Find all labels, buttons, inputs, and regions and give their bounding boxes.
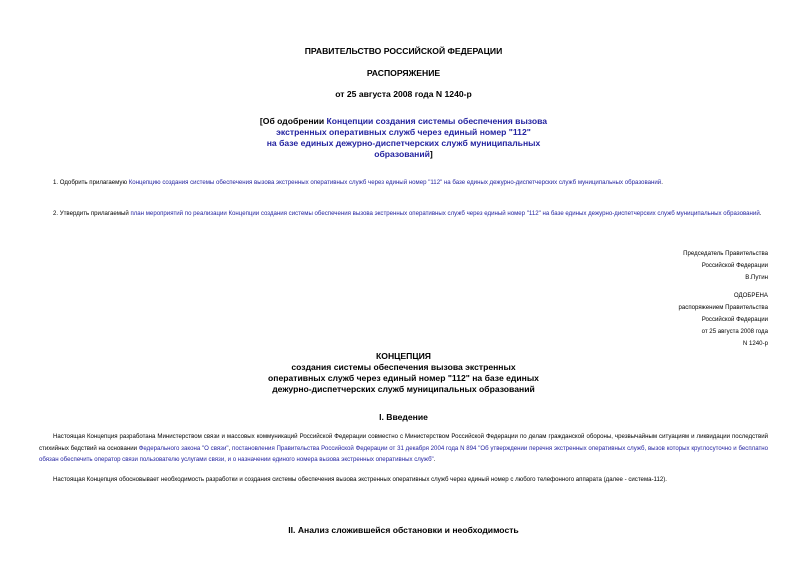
- concept-title: [0, 351, 807, 395]
- government-heading: ПРАВИТЕЛЬСТВО РОССИЙСКОЙ ФЕДЕРАЦИИ: [304, 46, 503, 56]
- signature-name: В.Путин: [745, 274, 768, 281]
- concept-heading: КОНЦЕПЦИЯ: [376, 351, 431, 361]
- section-1-paragraph-1: [39, 431, 768, 466]
- title-link-line2[interactable]: экстренных оперативных служб через единый номер "112": [276, 127, 531, 137]
- concept-line2: оперативных служб через единый номер "112" на базе единых: [268, 373, 539, 383]
- section-1-paragraph-2: [39, 474, 768, 486]
- action-plan-link[interactable]: план мероприятий по реализации Концепции создания системы обеспечения вызова экстренных оперативных служб через единый номер "112" на базе единых дежурно-диспетчерских служб муниципальных образований: [130, 210, 760, 217]
- resolution-894-link[interactable]: постановления Правительства Российской Федерации от 31 декабря 2004 года N 894 "Об утверждении перечня экстренных оперативных служб, вызов которых круглосуточно и бесплатно обязан обеспечить оператор связи пользователю услугами связи, и о назначении единого номера вызова экстренных оперативных служб": [39, 444, 768, 463]
- p1-lead: 1. Одобрить прилагаемую: [53, 179, 129, 186]
- s1p1-end: .: [433, 456, 436, 463]
- title-concept-link[interactable]: Концепции создания системы обеспечения вызова: [326, 116, 548, 126]
- document-type: РАСПОРЯЖЕНИЕ: [366, 68, 441, 78]
- signature-block: [568, 248, 768, 284]
- signature-position: Председатель Правительства: [683, 250, 768, 257]
- title-link-line3[interactable]: на базе единых дежурно-диспетчерских служб муниципальных: [266, 138, 541, 148]
- section-1-heading: I. Введение: [379, 412, 428, 422]
- signature-country: Российской Федерации: [701, 262, 768, 269]
- approval-status: ОДОБРЕНА: [733, 292, 768, 299]
- s1p1-text: Настоящая Концепция разработана Министерством связи и массовых коммуникаций Российской Федерации совместно с Министерством Российской Федерации по делам гражданской обороны, чрезвычайным ситуациям и ликвидации последствий стихийных бедствий на основании: [39, 433, 768, 452]
- concept-line1: создания системы обеспечения вызова экстренных: [291, 362, 516, 372]
- p1-end: .: [661, 179, 663, 186]
- approval-country: Российской Федерации: [701, 316, 768, 323]
- title-link-line4[interactable]: образований: [374, 149, 430, 159]
- communications-law-link[interactable]: Федерального закона "О связи": [138, 444, 229, 452]
- concept-line3: дежурно-диспетчерских служб муниципальных образований: [272, 384, 535, 394]
- document-title: [0, 116, 807, 160]
- p2-lead: 2. Утвердить прилагаемый: [53, 210, 131, 217]
- approval-block: [568, 290, 768, 350]
- approval-date: от 25 августа 2008 года: [701, 328, 768, 335]
- p2-end: .: [759, 210, 762, 217]
- document-date-number: от 25 августа 2008 года N 1240-р: [335, 89, 472, 99]
- concept-link[interactable]: Концепцию создания системы обеспечения вызова экстренных оперативных служб через единый номер "112" на базе единых дежурно-диспетчерских служб муниципальных образований: [128, 179, 662, 186]
- title-suffix: ]: [429, 149, 433, 159]
- approval-by: распоряжением Правительства: [678, 304, 768, 311]
- paragraph-2: [39, 208, 768, 220]
- approval-number: N 1240-р: [742, 340, 768, 347]
- s1p2-text: Настоящая Концепция обосновывает необходимость разработки и создания системы обеспечения вызова экстренных оперативных служб через единый номер с любого телефонного аппарата (далее - система-112).: [53, 476, 667, 483]
- paragraph-1: [39, 177, 768, 189]
- s1p1-sep: ,: [228, 444, 233, 452]
- section-2-heading: II. Анализ сложившейся обстановки и необходимость: [288, 525, 519, 535]
- title-prefix: [Об одобрении: [259, 116, 327, 126]
